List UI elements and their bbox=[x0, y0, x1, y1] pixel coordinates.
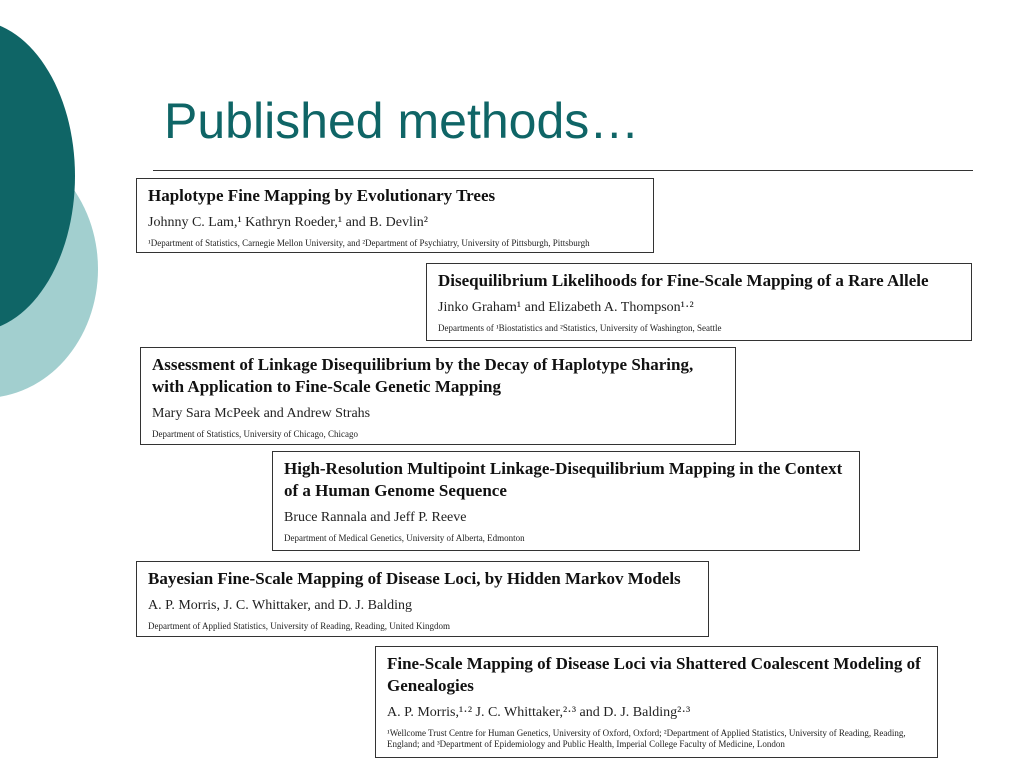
paper-affiliation: Department of Applied Statistics, University of Reading, Reading, United Kingdom bbox=[148, 621, 450, 631]
paper-title: Haplotype Fine Mapping by Evolutionary Trees bbox=[148, 186, 496, 205]
paper-card-rannala bbox=[272, 451, 860, 551]
paper-card-graham bbox=[426, 263, 972, 341]
paper-authors: Johnny C. Lam,¹ Kathryn Roeder,¹ and B. Devlin² bbox=[148, 215, 428, 230]
paper-card-lam bbox=[136, 178, 654, 253]
paper-title: Fine-Scale Mapping of Disease Loci via Shattered Coalescent Modeling of Genealogies bbox=[387, 654, 921, 695]
slide-title: Published methods… bbox=[164, 93, 640, 149]
paper-title: High-Resolution Multipoint Linkage-Disequilibrium Mapping in the Context of a Human Genome Sequence bbox=[284, 459, 843, 500]
paper-authors: A. P. Morris, J. C. Whittaker, and D. J. Balding bbox=[148, 598, 413, 613]
paper-affiliation: Departments of ¹Biostatistics and ²Statistics, University of Washington, Seattle bbox=[438, 323, 722, 333]
paper-title: Bayesian Fine-Scale Mapping of Disease Loci, by Hidden Markov Models bbox=[148, 569, 681, 588]
paper-card-mcpeek bbox=[140, 347, 736, 445]
paper-authors: A. P. Morris,¹·² J. C. Whittaker,²·³ and D. J. Balding²·³ bbox=[387, 705, 691, 720]
paper-authors: Mary Sara McPeek and Andrew Strahs bbox=[152, 406, 371, 421]
paper-affiliation: ¹Department of Statistics, Carnegie Mellon University, and ²Department of Psychiatry, University of Pittsburgh, Pittsburgh bbox=[148, 238, 590, 248]
paper-title: Disequilibrium Likelihoods for Fine-Scale Mapping of a Rare Allele bbox=[438, 271, 929, 290]
paper-authors: Jinko Graham¹ and Elizabeth A. Thompson¹·² bbox=[438, 300, 694, 315]
paper-affiliation: ¹Wellcome Trust Centre for Human Genetics, University of Oxford, Oxford; ²Department of Applied Statistics, University of Reading, Reading, England; and ³Department of Epidemiology and Public Health, Imperial College Faculty of Medicine, London bbox=[387, 728, 906, 749]
paper-card-morris-coalescent bbox=[375, 646, 938, 758]
paper-affiliation: Department of Statistics, University of Chicago, Chicago bbox=[152, 429, 358, 439]
paper-affiliation: Department of Medical Genetics, University of Alberta, Edmonton bbox=[284, 533, 525, 543]
paper-authors: Bruce Rannala and Jeff P. Reeve bbox=[284, 510, 467, 525]
paper-card-morris-hmm bbox=[136, 561, 709, 637]
title-divider bbox=[153, 170, 973, 171]
paper-title: Assessment of Linkage Disequilibrium by the Decay of Haplotype Sharing, with Application to Fine-Scale Genetic Mapping bbox=[152, 355, 694, 396]
